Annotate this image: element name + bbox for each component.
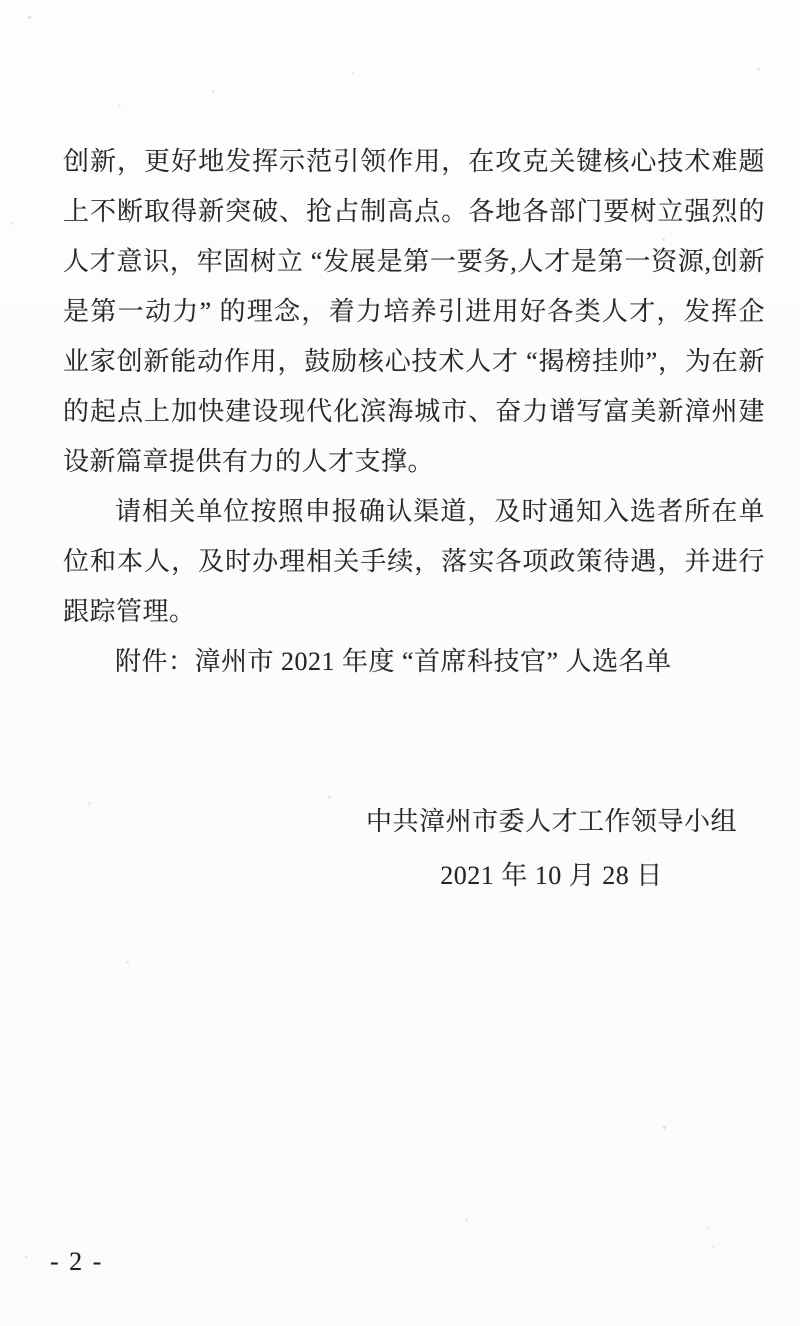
signature-date: 2021 年 10 月 28 日 — [440, 861, 663, 890]
document-body — [63, 137, 765, 903]
scan-noise-specks — [0, 0, 3, 3]
signature-block — [63, 795, 765, 903]
attachment-line: 附件：漳州市 2021 年度 “首席科技官” 人选名单 — [115, 647, 672, 676]
body-paragraph: 创新，更好地发挥示范引领作用，在攻克关键核心技术难题上不断取得新突破、抢占制高点。各地各部门要树立强烈的人才意识，牢固树立 “发展是第一要务,人才是第一资源,创新是第一动力” 的理念，着力培养引进用好各类人才，发挥企业家创新能动作用，鼓励核心技术人才 “揭榜挂帅”，为在新的起点上加快建设现代化滨海城市、奋力谱写富美新漳州建设新篇章提供有力的人才支撑。 — [63, 147, 765, 476]
body-paragraph: 请相关单位按照申报确认渠道，及时通知入选者所在单位和本人，及时办理相关手续，落实各项政策待遇，并进行跟踪管理。 — [63, 497, 765, 626]
page-number: - 2 - — [50, 1247, 104, 1276]
signature-organization: 中共漳州市委人才工作领导小组 — [365, 807, 737, 836]
